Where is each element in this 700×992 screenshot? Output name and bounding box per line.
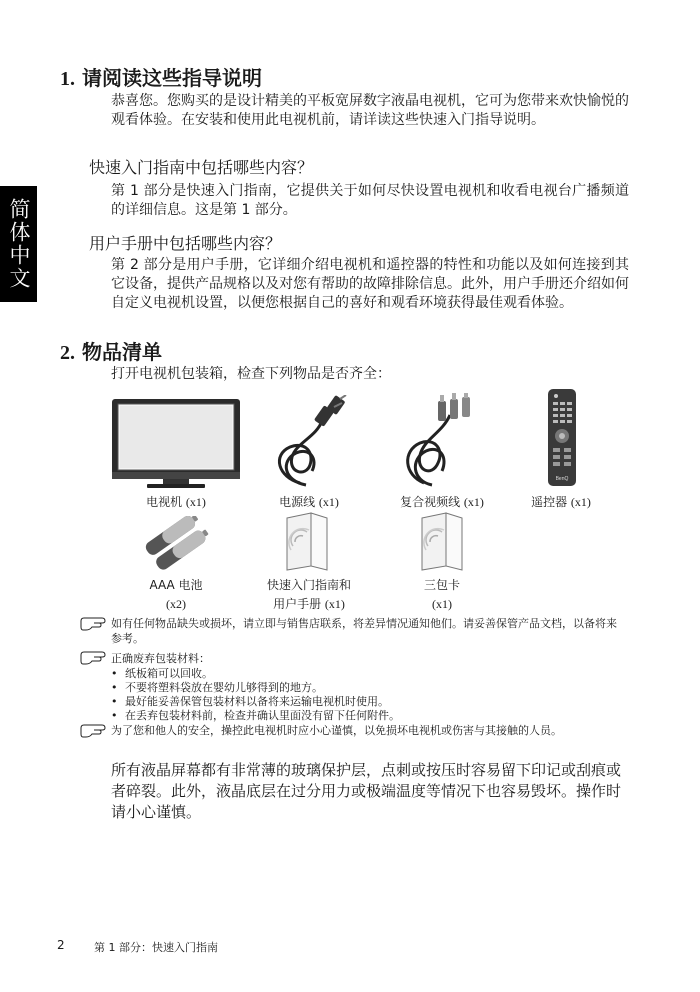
- item-qty: (x1): [431, 597, 452, 611]
- item-name: 复合视频线: [400, 495, 461, 509]
- item-label-guide: [267, 576, 351, 614]
- section-1-number: 1.: [60, 68, 75, 90]
- section-2-heading: [60, 336, 162, 365]
- batteries-image: [144, 516, 210, 570]
- user-manual-subheading: 用户手册中包括哪些内容？: [89, 234, 282, 253]
- item-qty: (x2): [166, 597, 186, 611]
- checklist-intro: 打开电视机包装箱，检查下列物品是否齐全：: [111, 366, 391, 382]
- section-1-intro: 恭喜您。您购买的是设计精美的平板宽屏数字液晶电视机，它可为您带来欢快愉悦的观看体验。在安装和使用此电视机前，请详读这些快速入门指导说明。: [111, 93, 629, 128]
- warranty-card-image: [418, 512, 466, 572]
- item-qty: (x1): [318, 495, 339, 509]
- tv-image: [111, 398, 241, 490]
- item-qty: (x1): [570, 495, 591, 509]
- language-side-tab: 简体中文: [0, 186, 37, 302]
- item-name: 电源线: [279, 495, 316, 509]
- disposal-bullet-list: [111, 667, 400, 723]
- power-cord-image: [270, 395, 352, 491]
- item-label-power-cord: [279, 493, 339, 512]
- item-label-tv: [146, 493, 206, 512]
- section-2-title: 物品清单: [81, 340, 162, 364]
- quick-guide-subheading: 快速入门指南中包括哪些内容？: [89, 158, 314, 177]
- list-item: • 最好能妥善保管包装材料以备将来运输电视机时使用。: [111, 695, 400, 709]
- missing-items-note: 如有任何物品缺失或损坏，请立即与销售店联系，将差异情况通知他们。请妥善保管产品文档，以备将来参考。: [111, 617, 617, 645]
- quick-guide-booklet-image: [283, 512, 331, 572]
- item-name: AAA 电池: [149, 578, 203, 592]
- remote-brand-logo: BenQ: [555, 476, 569, 482]
- quick-guide-text: 第 1 部分是快速入门指南，它提供关于如何尽快设置电视机和收看电视台广播频道的详细信息。这是第 1 部分。: [111, 183, 629, 218]
- footer-section-title: 第 1 部分：快速入门指南: [94, 941, 218, 954]
- item-name: 快速入门指南和: [266, 578, 352, 592]
- item-qty: (x1): [463, 495, 484, 509]
- item-name: 三包卡: [423, 578, 461, 592]
- list-item: • 在丢弃包装材料前，检查并确认里面没有留下任何附件。: [111, 709, 400, 723]
- user-manual-text: 第 2 部分是用户手册，它详细介绍电视机和遥控器的特性和功能以及如何连接到其它设备，提供产品规格以及对您有帮助的故障排除信息。此外，用户手册还介绍如何自定义电视机设置，以便您根据自己的喜好和观看环境获得最佳观看体验。: [111, 257, 629, 311]
- item-label-batteries: [149, 576, 202, 614]
- item-name: 遥控器: [531, 495, 568, 509]
- section-1-heading: [60, 62, 262, 91]
- note-hand-icon: [80, 651, 106, 665]
- list-item: • 纸板箱可以回收。: [111, 667, 400, 681]
- disposal-note: 正确废弃包装材料：: [111, 652, 210, 665]
- item-label-remote: [531, 493, 591, 512]
- remote-control-image: [544, 388, 580, 488]
- item-name: 电视机: [146, 495, 183, 509]
- item-label-warranty-card: [424, 576, 460, 614]
- item-qty: (x1): [185, 495, 206, 509]
- item-label-composite-cable: [400, 493, 484, 512]
- lcd-warning-text: 所有液晶屏幕都有非常薄的玻璃保护层，点刺或按压时容易留下印记或刮痕或者碎裂。此外，液晶底层在过分用力或极端温度等情况下也容易毁坏。操作时请小心谨慎。: [111, 761, 622, 821]
- note-hand-icon: [80, 724, 106, 738]
- list-item: • 不要将塑料袋放在婴幼儿够得到的地方。: [111, 681, 400, 695]
- item-name-line-2: 用户手册 (x1): [273, 597, 345, 611]
- safety-note: 为了您和他人的安全，操控此电视机时应小心谨慎，以免损坏电视机或伤害与其接触的人员。: [111, 724, 562, 737]
- section-1-title: 请阅读这些指导说明: [81, 66, 262, 90]
- composite-cable-image: [402, 393, 478, 491]
- section-2-number: 2.: [60, 342, 75, 364]
- note-hand-icon: [80, 617, 106, 631]
- page-number: 2: [57, 938, 65, 952]
